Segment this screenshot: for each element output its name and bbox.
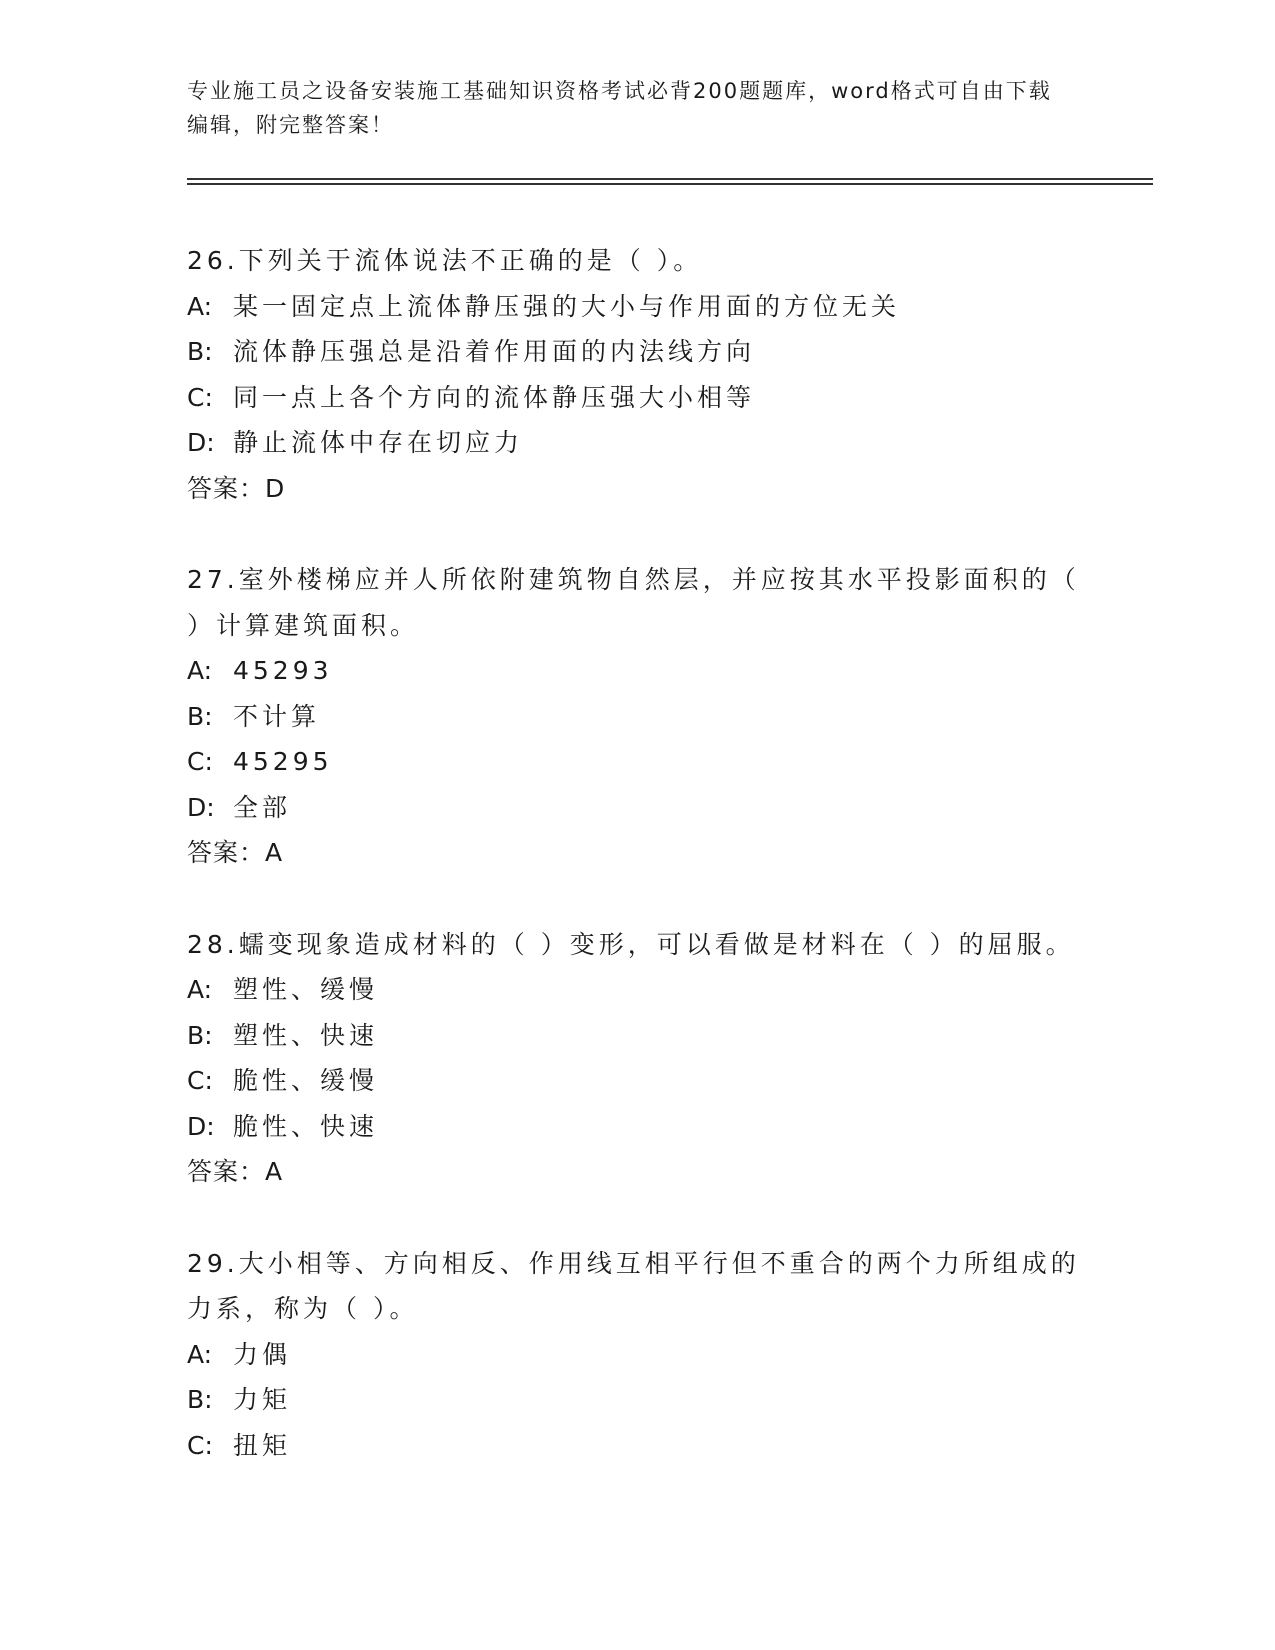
option-b [187, 1377, 1087, 1423]
option-key: D: [187, 1111, 215, 1141]
header-divider-bottom [187, 183, 1153, 185]
option-text: 塑性、缓慢 [233, 975, 379, 1004]
header-divider-top [187, 178, 1153, 180]
option-text: 脆性、快速 [233, 1111, 379, 1141]
option-key: B: [187, 1385, 213, 1414]
option-text: 力矩 [233, 1385, 292, 1414]
question-26 [187, 238, 1087, 511]
option-key: A: [187, 975, 213, 1004]
option-text: 不计算 [233, 701, 321, 731]
question-text: 26.下列关于流体说法不正确的是（ ）。 [187, 246, 703, 275]
question-list [187, 238, 1087, 1514]
document-header: 专业施工员之设备安装施工基础知识资格考试必背200题题库，word格式可自由下载编辑，附完整答案！ [187, 79, 1052, 137]
option-a [187, 1332, 1087, 1378]
option-key: A: [187, 291, 213, 321]
option-text: 全部 [233, 792, 292, 822]
option-text: 静止流体中存在切应力 [233, 428, 524, 457]
answer-line: 答案：A [187, 838, 284, 867]
option-text: 45293 [233, 656, 333, 685]
option-a [187, 967, 1087, 1013]
question-text: 27.室外楼梯应并人所依附建筑物自然层，并应按其水平投影面积的（ ）计算建筑面积。 [187, 565, 1080, 640]
option-text: 某一固定点上流体静压强的大小与作用面的方位无关 [233, 291, 901, 321]
option-key: A: [187, 1339, 213, 1369]
option-text: 扭矩 [233, 1430, 292, 1460]
option-key: D: [187, 428, 215, 457]
option-c [187, 375, 1087, 421]
option-key: C: [187, 382, 213, 412]
option-key: B: [187, 1020, 213, 1050]
option-d [187, 1104, 1087, 1150]
option-text: 力偶 [233, 1339, 292, 1369]
option-d [187, 420, 1087, 466]
option-c [187, 1423, 1087, 1469]
question-text: 28.蠕变现象造成材料的（ ）变形，可以看做是材料在（ ）的屈服。 [187, 929, 1075, 959]
option-key: A: [187, 656, 213, 685]
option-c [187, 1058, 1087, 1104]
option-text: 塑性、快速 [233, 1020, 379, 1050]
option-a [187, 284, 1087, 330]
option-key: B: [187, 337, 213, 366]
option-key: C: [187, 1066, 213, 1095]
option-a [187, 648, 1087, 694]
question-28 [187, 922, 1087, 1195]
answer-line: 答案：A [187, 1157, 284, 1186]
question-text: 29.大小相等、方向相反、作用线互相平行但不重合的两个力所组成的力系，称为（ ）。 [187, 1248, 1080, 1323]
question-29 [187, 1241, 1087, 1469]
option-b [187, 329, 1087, 375]
option-c [187, 739, 1087, 785]
option-text: 同一点上各个方向的流体静压强大小相等 [233, 382, 756, 412]
option-key: D: [187, 792, 215, 822]
option-b [187, 1013, 1087, 1059]
option-text: 脆性、缓慢 [233, 1066, 379, 1095]
answer-line: 答案：D [187, 473, 286, 503]
question-27 [187, 557, 1087, 876]
option-key: C: [187, 1430, 213, 1460]
option-b [187, 694, 1087, 740]
option-d [187, 785, 1087, 831]
option-key: B: [187, 701, 213, 731]
option-text: 流体静压强总是沿着作用面的内法线方向 [233, 337, 756, 366]
option-text: 45295 [233, 747, 333, 776]
option-key: C: [187, 747, 213, 776]
